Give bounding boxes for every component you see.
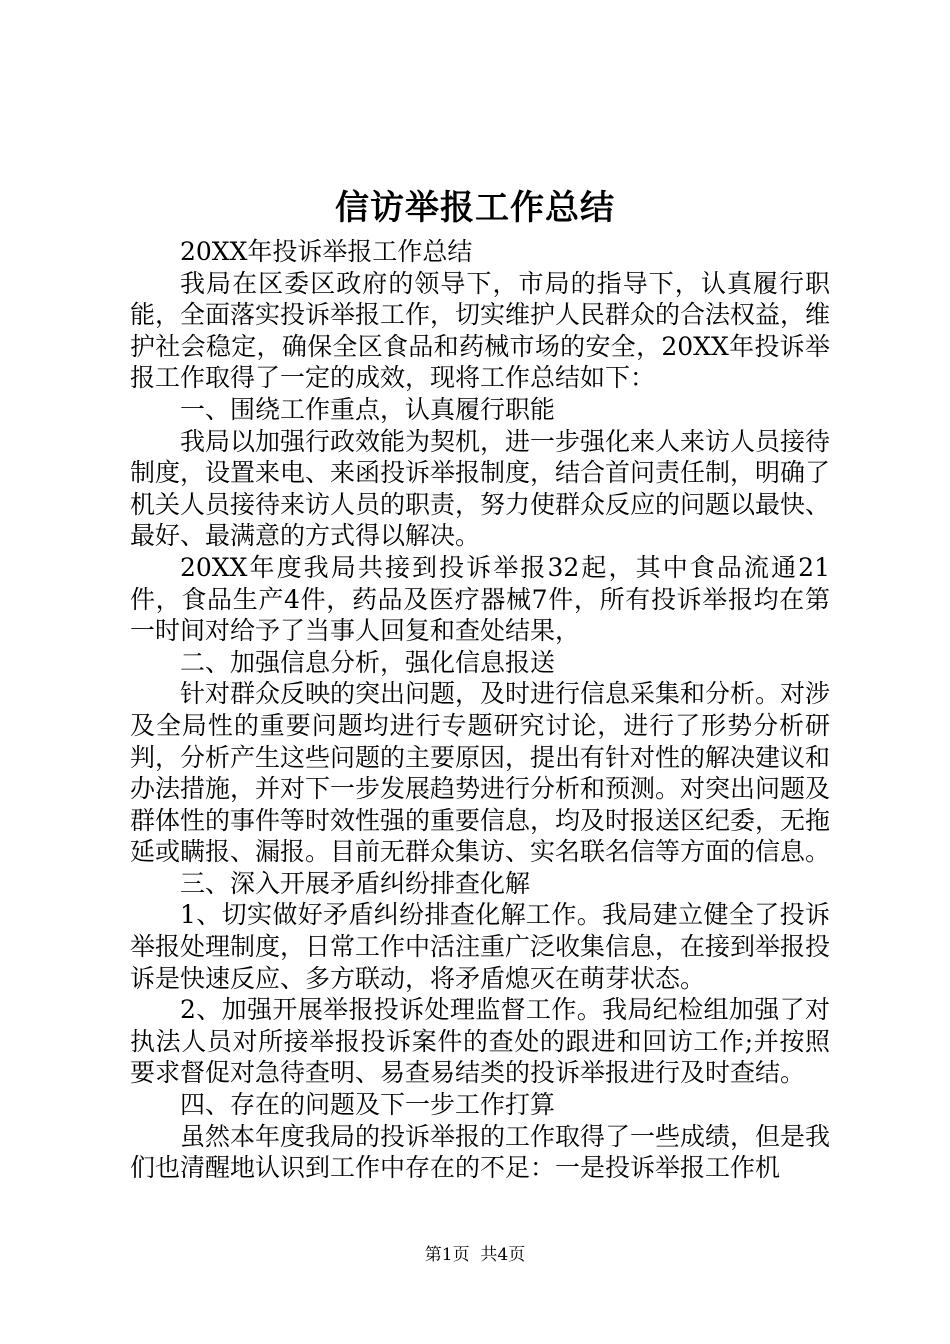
page-total: 共4页: [480, 1245, 526, 1265]
document-body: [130, 236, 830, 1184]
paragraph: 针对群众反映的突出问题，及时进行信息采集和分析。对涉及全局性的重要问题均进行专题研究讨论，进行了形势分析研判，分析产生这些问题的主要原因，提出有针对性的解决建议和办法措施，并对下一步发展趋势进行分析和预测。对突出问题及群体性的事件等时效性强的重要信息，均及时报送区纪委，无拖延或瞒报、漏报。目前无群众集访、实名联名信等方面的信息。: [130, 679, 831, 867]
paragraph-subtitle: 20XX年投诉举报工作总结: [180, 237, 473, 266]
paragraph: 1、切实做好矛盾纠纷排查化解工作。我局建立健全了投诉举报处理制度，日常工作中活注重广泛收集信息，在接到举报投诉是快速反应、多方联动，将矛盾熄灭在萌芽状态。: [130, 900, 831, 993]
section-heading-3: 三、深入开展矛盾纠纷排查化解: [180, 868, 531, 898]
page-number: 第1页: [424, 1245, 470, 1265]
document-title: 信访举报工作总结: [335, 188, 615, 228]
paragraph: 我局以加强行政效能为契机，进一步强化来人来访人员接待制度，设置来电、来函投诉举报制度，结合首问责任制，明确了机关人员接待来访人员的职责，努力使群众反应的问题以最快、最好、最满意的方式得以解决。: [130, 426, 831, 551]
paragraph: 2、加强开展举报投诉处理监督工作。我局纪检组加强了对执法人员对所接举报投诉案件的查处的跟进和回访工作;并按照要求督促对急待查明、易查易结类的投诉举报进行及时查结。: [130, 995, 830, 1088]
footer-spacer: [470, 1245, 481, 1265]
page-footer: [0, 1244, 950, 1266]
paragraph: 20XX年度我局共接到投诉举报32起，其中食品流通21件，食品生产4件，药品及医疗器械7件，所有投诉举报均在第一时间对给予了当事人回复和查处结果，: [130, 552, 830, 646]
section-heading-2: 二、加强信息分析，强化信息报送: [180, 647, 556, 677]
section-heading-4: 四、存在的问题及下一步工作打算: [180, 1090, 556, 1120]
paragraph-intro: 我局在区委区政府的领导下，市局的指导下，认真履行职能，全面落实投诉举报工作，切实维护人民群众的合法权益，维护社会稳定，确保全区食品和药械市场的安全，20XX年投诉举报工作取得了一定的成效，现将工作总结如下：: [130, 268, 831, 393]
section-heading-1: 一、围绕工作重点，认真履行职能: [180, 394, 556, 424]
paragraph: 虽然本年度我局的投诉举报的工作取得了一些成绩，但是我们也清醒地认识到工作中存在的不足：一是投诉举报工作机: [130, 1121, 831, 1183]
